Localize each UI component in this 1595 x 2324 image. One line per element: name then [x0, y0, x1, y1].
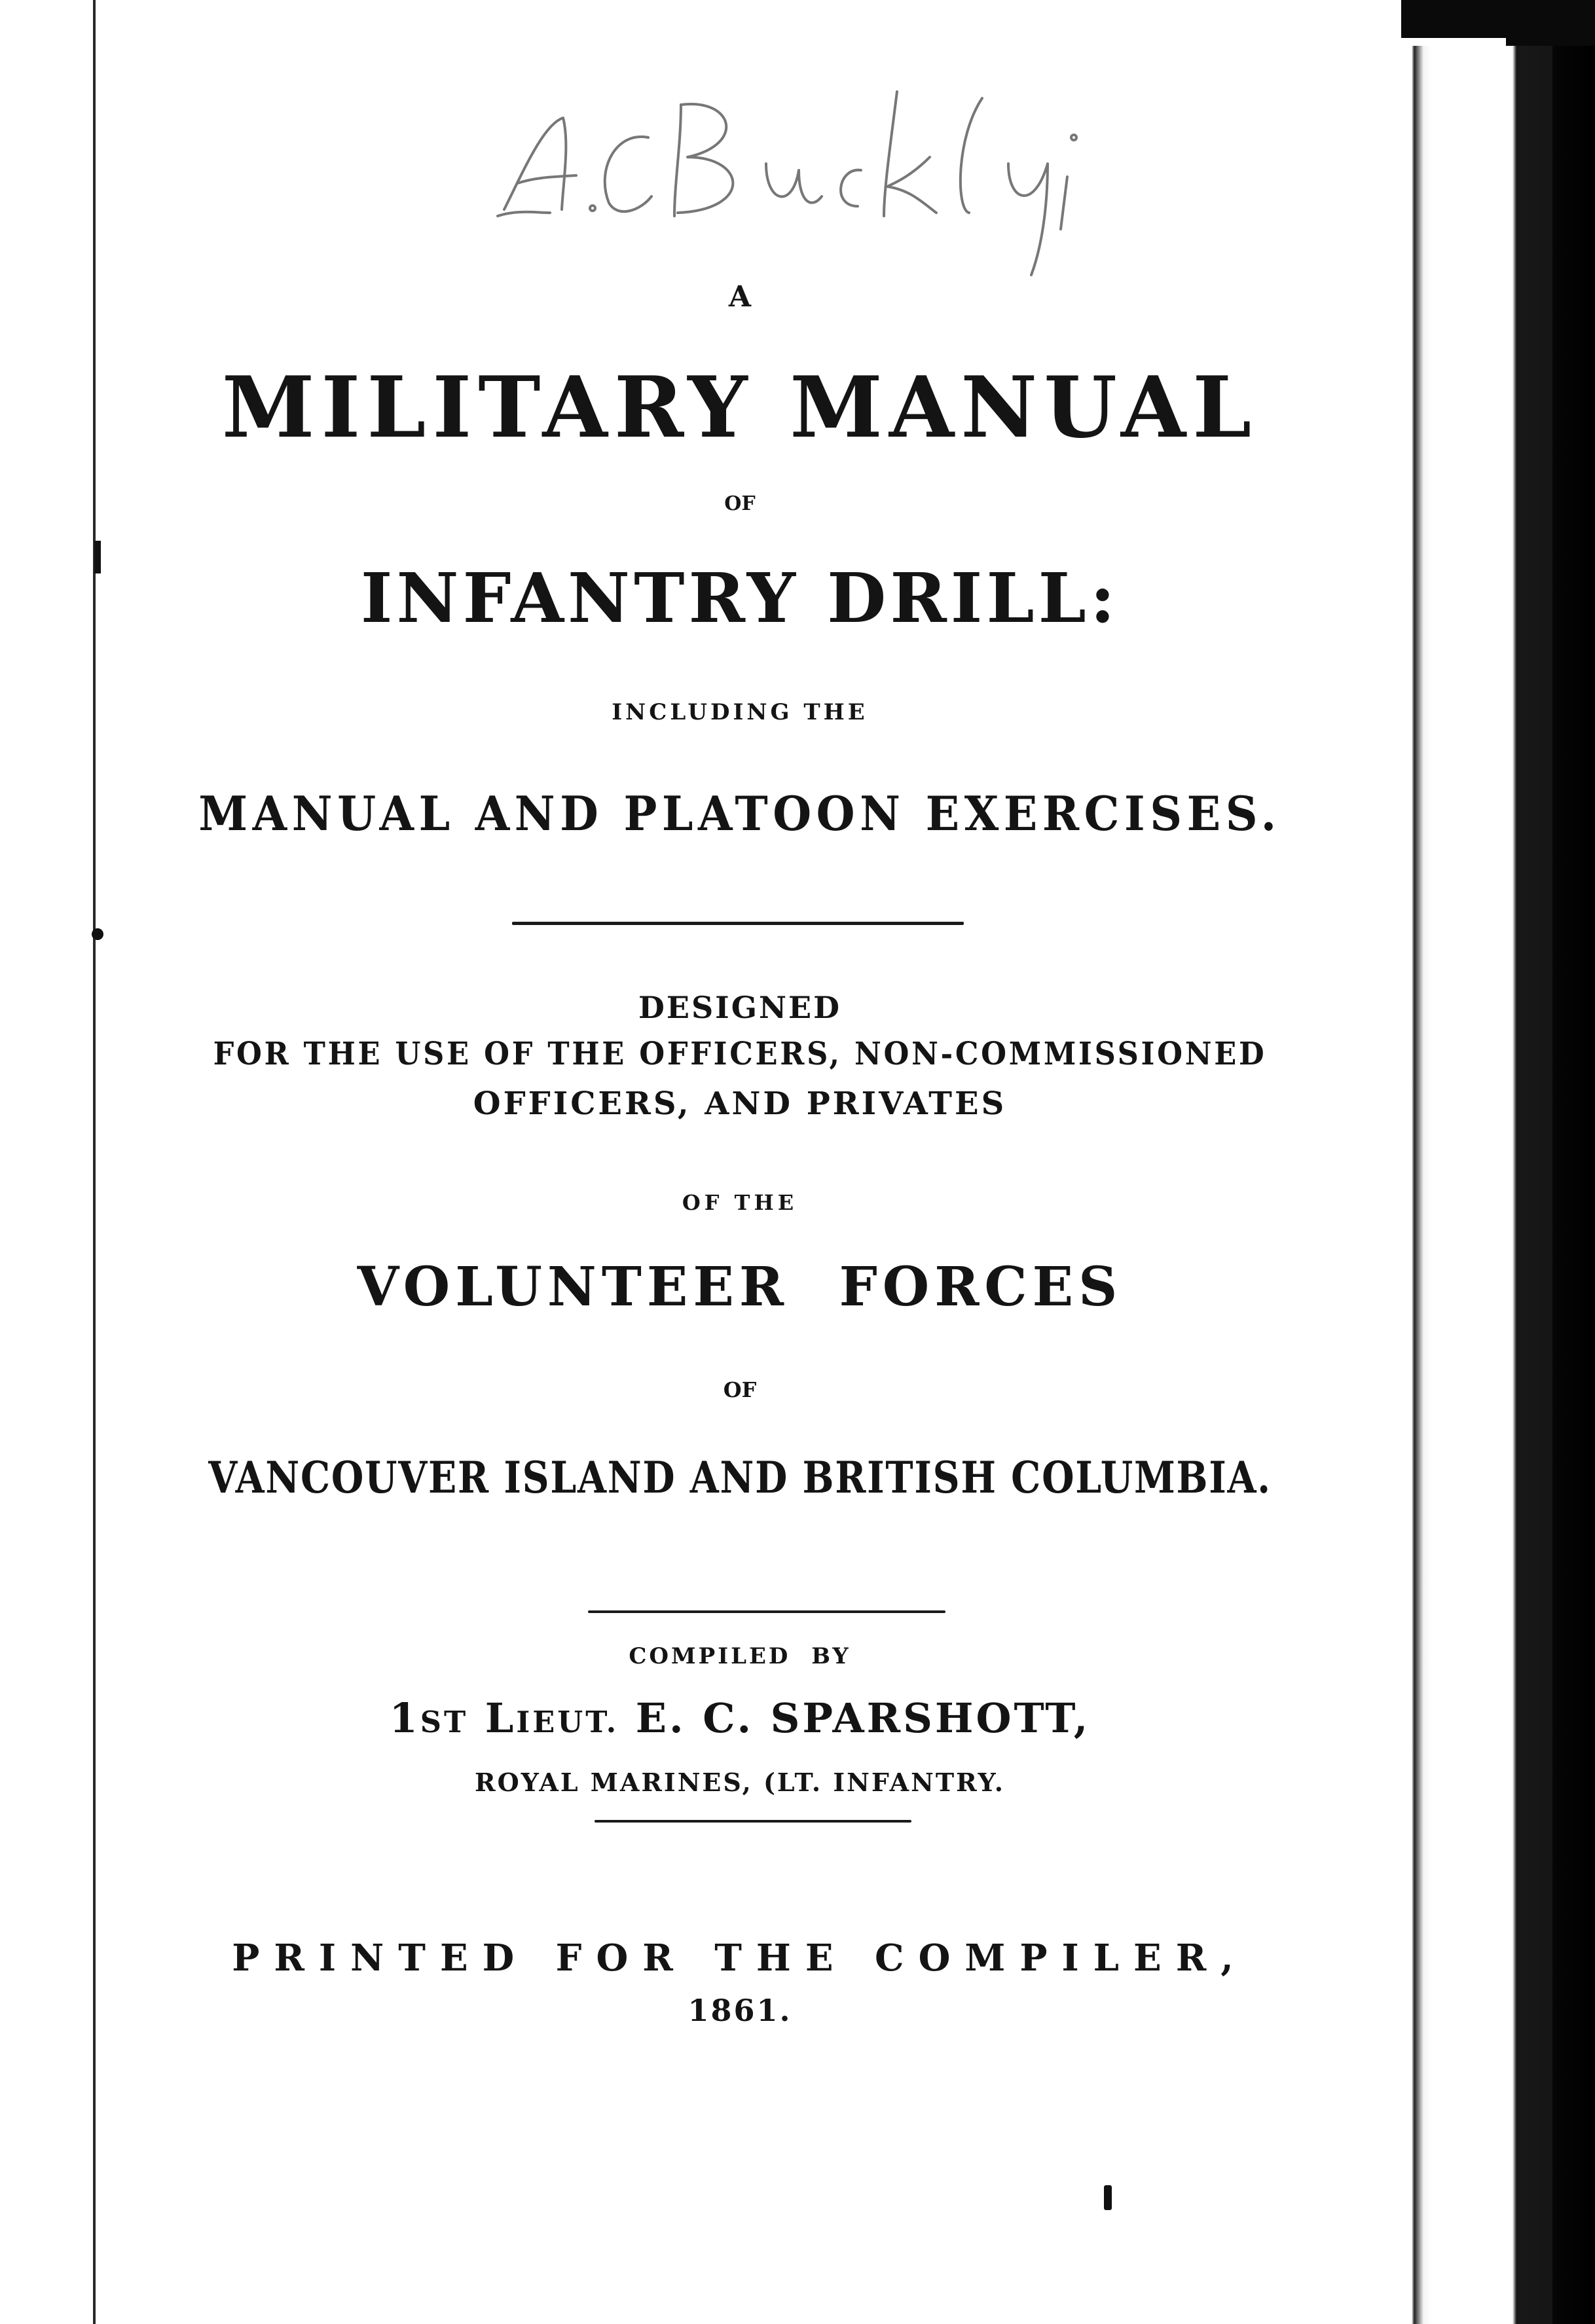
publication-year: 1861. — [688, 1993, 792, 2028]
compiled-by: COMPILED BY — [629, 1643, 851, 1669]
of-the-connector: OF THE — [682, 1190, 798, 1215]
compiler-line — [0, 1694, 1480, 1742]
divider-rule-3 — [595, 1820, 911, 1823]
handwritten-signature — [485, 79, 1126, 281]
region-line: VANCOUVER ISLAND AND BRITISH COLUMBIA. — [208, 1452, 1272, 1503]
volunteer-forces: VOLUNTEER FORCES — [357, 1256, 1123, 1318]
purpose-line-1: FOR THE USE OF THE OFFICERS, NON-COMMISSIONED — [213, 1036, 1267, 1072]
main-title-line1: MILITARY MANUAL — [221, 359, 1258, 457]
margin-mark — [1104, 2185, 1112, 2210]
compiler-rank: 1ST LIEUT. — [389, 1694, 619, 1742]
purpose-line-2: OFFICERS, AND PRIVATES — [473, 1085, 1007, 1122]
including-the: INCLUDING THE — [612, 699, 868, 725]
title-article: A — [728, 280, 752, 314]
designed-label: DESIGNED — [638, 990, 841, 1025]
of-connector-1: OF — [724, 492, 756, 515]
compiler-unit: ROYAL MARINES, (LT. INFANTRY. — [474, 1768, 1006, 1797]
printer-line: PRINTED FOR THE COMPILER, — [232, 1936, 1248, 1980]
divider-rule-2 — [588, 1610, 945, 1613]
subtitle: MANUAL AND PLATOON EXERCISES. — [198, 786, 1281, 841]
divider-rule-1 — [512, 922, 964, 925]
main-title-line2: INFANTRY DRILL: — [360, 558, 1120, 638]
compiler-name: E. C. SPARSHOTT, — [635, 1694, 1091, 1742]
margin-mark — [92, 928, 103, 940]
of-connector-2: OF — [723, 1377, 757, 1402]
binding-top — [1401, 0, 1595, 46]
